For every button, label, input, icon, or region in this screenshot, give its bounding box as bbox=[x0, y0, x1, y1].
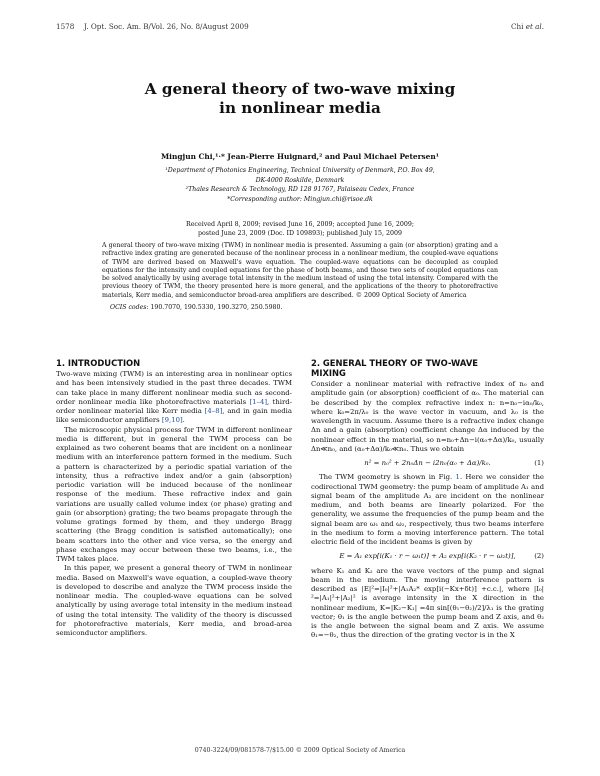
author-list: Mingjun Chi,¹·* Jean-Pierre Huignard,² and Paul Michael Petersen¹ bbox=[161, 152, 439, 161]
intro-paragraph-1 bbox=[56, 370, 292, 426]
dates-line-2: posted June 23, 2009 (Doc. ID 109893); published July 15, 2009 bbox=[197, 230, 403, 238]
affiliation-1 bbox=[56, 166, 544, 185]
page-footer: 0740-3224/09/081578-7/$15.00 © 2009 Optical Society of America bbox=[194, 747, 406, 754]
text-run: , and in gain media like semiconductor amplifiers bbox=[56, 407, 292, 425]
equation-2 bbox=[311, 552, 544, 561]
title-line-2: in nonlinear media bbox=[219, 99, 381, 117]
equation-1 bbox=[311, 459, 544, 468]
text-run: . Here we consider the codirectional TWM geometry: the pump beam of amplitude A₁ and signal beam of the amplitude A₂ are incident on the nonlinear medium, and both beams are linearly polarized. For the generality, we assume the frequencies of the pump beam and the signal beam are ω₁ and ω₂, respectively, thus two beams interfere in the medium to form a moving interference pattern. The total electric field of the incident beams is given by bbox=[311, 473, 544, 546]
citation-link[interactable]: [1–4] bbox=[249, 397, 268, 406]
ocis-label: OCIS codes: bbox=[110, 304, 149, 311]
theory-paragraph-1: Consider a nonlinear material with refractive index of n₀ and amplitude gain (or absorption) coefficient of α₀. The material can be described by the complex refractive index n: n=n₀−iα₀/k₀, where k₀=2π/λ₀ is the wave vector in vacuum, and λ₀ is the wavelength in vacuum. Assume there is a refractive index change Δn and a gain (absorption) coefficient change Δα induced by the nonlinear effect in the material, so n=n₀+Δn−i(α₀+Δα)/k₀, usually Δn≪n₀, and (α₀+Δα)/k₀≪n₀. Thus we obtain bbox=[311, 380, 544, 453]
equation-1-number: (1) bbox=[534, 459, 544, 467]
section-2-heading-line-2: MIXING bbox=[311, 368, 346, 378]
equation-2-number: (2) bbox=[534, 552, 544, 561]
running-header bbox=[56, 22, 544, 34]
citation-link[interactable]: [4–8] bbox=[204, 407, 223, 415]
publication-dates bbox=[56, 220, 544, 239]
equation-1-body: n² = n₀² + 2n₀Δn − i2n₀(α₀ + Δα)/k₀. bbox=[364, 459, 491, 467]
et-al: et al. bbox=[525, 22, 544, 31]
text-run: Two-wave mixing (TWM) is an interesting area in nonlinear optics and has been intensively studied in the past three decades. TWM can take place in many different nonlinear media such as second-order nonlinear media like photorefractive materials bbox=[56, 370, 292, 406]
corresponding-author: *Corresponding author: Mingjun.chi@risoe.dk bbox=[227, 196, 373, 203]
theory-paragraph-2 bbox=[311, 473, 544, 547]
intro-paragraph-2: The microscopic physical process for TWM in different nonlinear media is different, but in general the TWM process can be explained as two coherent beams that are incident on a nonlinear medium with an interference pattern formed in the medium. Such a pattern is characterized by a periodic spatial variation of the intensity, thus a refractive index and/or a gain (absorption) periodic variation will be induced because of the nonlinear response of the medium. These refractive index and gain variations are usually called volume index (or phase) grating and gain (or absorption) grating; the two beams propagate through the volume gratings formed by them, and they undergo Bragg scattering (the Bragg condition is satisfied automatically); one beam scatters into the other and vice versa, so the energy and phase exchanges may occur between these two beams, i.e., the TWM takes place. bbox=[56, 425, 292, 563]
text-run: , third-order nonlinear material like Kerr media bbox=[56, 397, 292, 415]
equation-2-body: E = A₁ exp[i(K₁ · r − ω₁t)] + A₂ exp[i(K₂ · r − ω₂t)], bbox=[339, 552, 516, 561]
affiliation-2: ²Thales Research & Technology, RD 128 91767, Palaiseau Cedex, France bbox=[185, 186, 415, 193]
journal-citation: J. Opt. Soc. Am. B/Vol. 26, No. 8/August 2009 bbox=[84, 22, 249, 31]
abstract: A general theory of two-wave mixing (TWM) in nonlinear media is presented. Assuming a gain (or absorption) grating and a refractive index grating are generated because of the nonlinear process in a nonlinear medium, the coupled-wave equations of TWM are derived based on Maxwell's wave equation. The coupled-wave equations can be decoupled as coupled equations for the intensity and coupled equations for the phase of both beams, and those two sets of coupled equations can be solved analytically by using average total intensity in the medium instead of using the total intensity. Compared with the previous theory of TWM, the theory presented here is more general, and the applications of the theory to photorefractive materials, Kerr media, and semiconductor broad-area amplifiers are described. © 2009 Optical Society of America bbox=[102, 242, 498, 299]
affiliation-1-line-1: ¹Department of Photonics Engineering, Technical University of Denmark, P.O. Box 49, bbox=[165, 167, 435, 174]
dates-line-1: Received April 8, 2009; revised June 16, 2009; accepted June 16, 2009; bbox=[185, 221, 415, 228]
citation-link[interactable]: [9,10] bbox=[161, 416, 183, 425]
page-number: 1578 bbox=[56, 22, 75, 31]
section-1-heading: 1. INTRODUCTION bbox=[56, 358, 141, 368]
ocis-values: 190.7070, 190.5330, 190.3270, 250.5980. bbox=[150, 304, 283, 311]
article-title bbox=[56, 80, 544, 118]
left-column bbox=[56, 358, 292, 638]
section-2-heading-line-1: 2. GENERAL THEORY OF TWO-WAVE bbox=[311, 358, 479, 368]
affiliation-1-line-2: DK-4000 Roskilde, Denmark bbox=[255, 176, 345, 184]
right-column bbox=[311, 358, 544, 641]
running-author-name: Chi bbox=[510, 22, 524, 31]
running-author bbox=[511, 22, 544, 31]
title-line-1: A general theory of two-wave mixing bbox=[144, 80, 456, 98]
figure-link[interactable]: 1 bbox=[455, 473, 460, 482]
section-2-heading bbox=[311, 358, 544, 378]
intro-paragraph-3: In this paper, we present a general theory of TWM in nonlinear media. Based on Maxwell's wave equation, a coupled-wave theory is developed to describe and analyze the TWM process inside the nonlinear media. The coupled-wave equations can be solved analytically by using average total intensity in the medium instead of using the total intensity. The validity of the theory is discussed for photorefractive materials, Kerr media, and broad-area semiconductor amplifiers. bbox=[56, 564, 292, 637]
text-run: . bbox=[182, 416, 185, 425]
ocis-codes bbox=[110, 304, 282, 311]
text-run: The TWM geometry is shown in Fig. bbox=[319, 473, 456, 482]
theory-paragraph-3: where K₁ and K₂ are the wave vectors of the pump and signal beam in the medium. The moving interference pattern is described as |E|²=|I₀|²+|A₁A₂* exp[i(−Kx+δt)] +c.c.|, where |I₀|²=|A₁|²+|A₂|² is average intensity in the X direction in the nonlinear medium, K=|K₂−K₁| =4π sin[(θ₁−θ₂)/2]/λ₁ is the grating vector; θ₁ is the angle between the pump beam and Z axis, and θ₂ is the angle between the signal beam and Z axis. We assume θ₁=−θ₂, thus the direction of the grating vector is in the X bbox=[311, 566, 544, 640]
